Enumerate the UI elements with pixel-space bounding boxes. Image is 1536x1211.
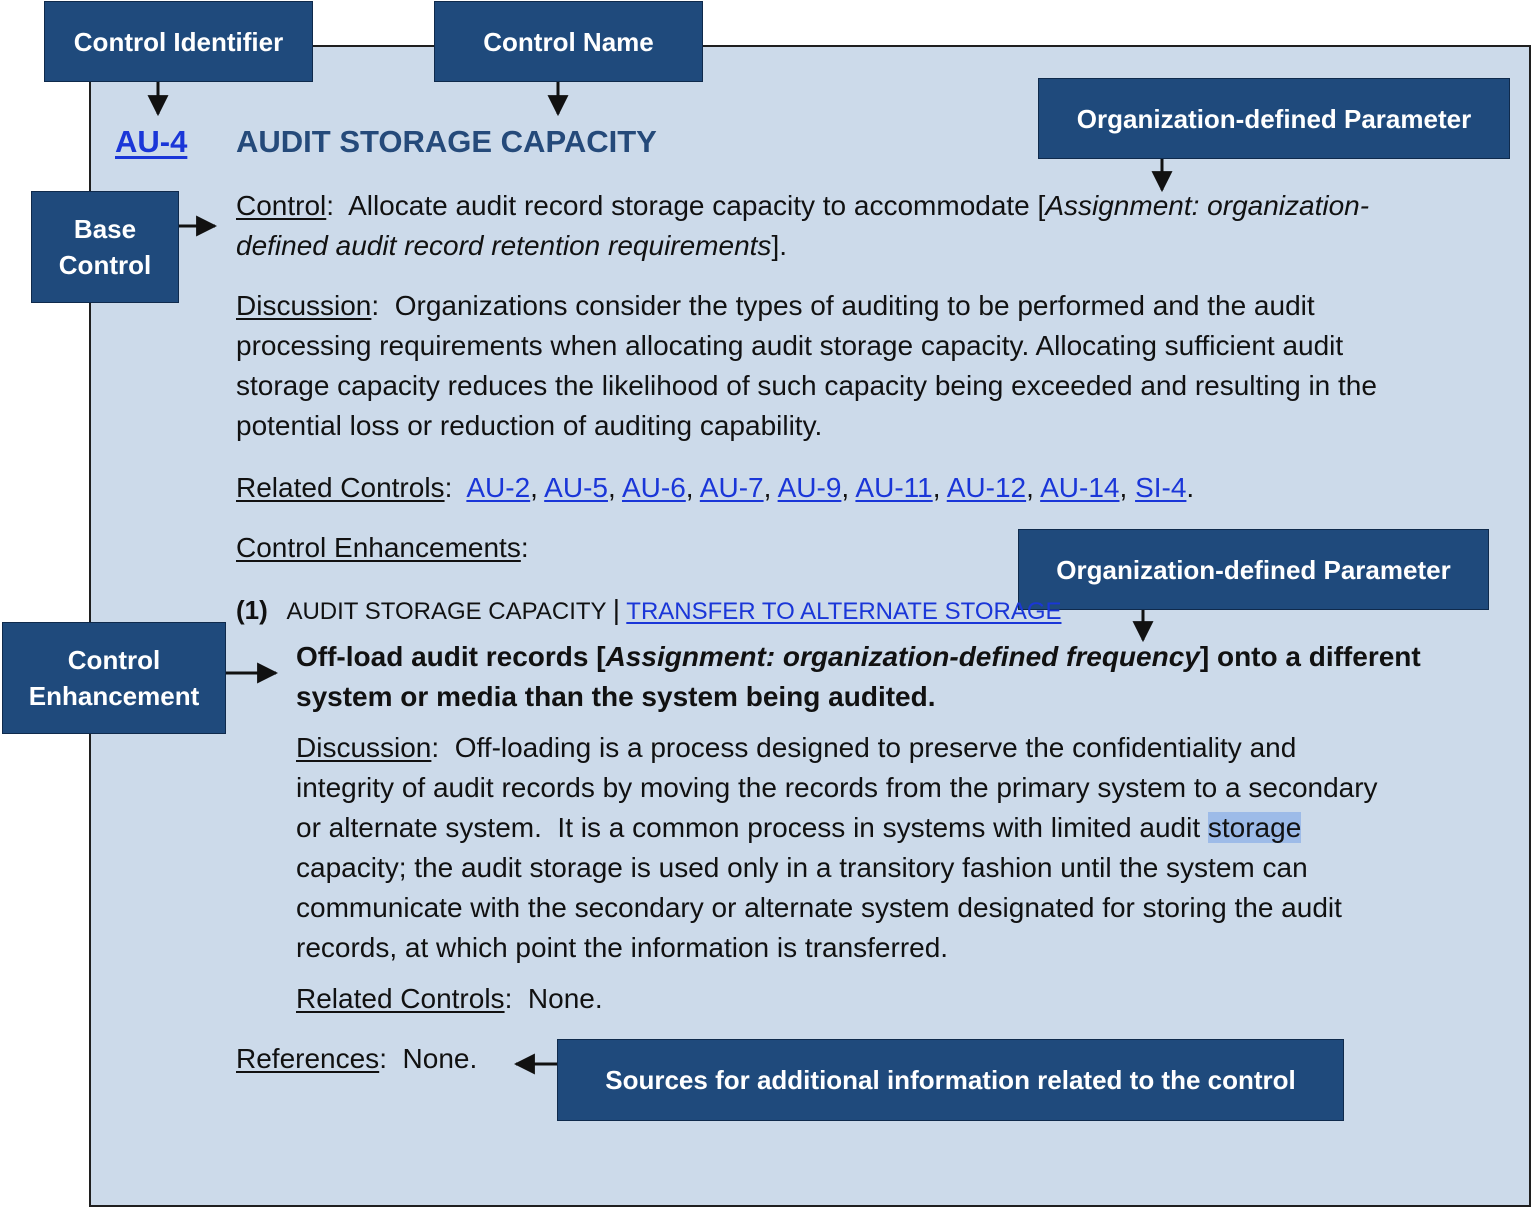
callout-base-control-text-1: Base	[73, 214, 137, 244]
references-label: References	[236, 1043, 380, 1074]
enhancement-number: (1)	[236, 595, 268, 625]
related-control-link-au-11[interactable]: AU-11	[855, 472, 933, 503]
control-enhancements-colon: :	[520, 532, 529, 563]
enhancement-assignment: Assignment: organization-defined frequency	[605, 641, 1200, 672]
related-control-separator: ,	[607, 472, 622, 503]
enhancement-statement-prefix: Off-load audit records [	[296, 641, 606, 672]
enhancement-title-row	[236, 590, 1062, 632]
callout-sources-text: Sources for additional information related to the control	[605, 1065, 1296, 1095]
control-statement-label: Control	[236, 190, 327, 221]
enhancement-discussion-line-5: communicate with the secondary or alternate system designated for storing the audit	[296, 892, 1342, 923]
callout-sources	[557, 1039, 1344, 1121]
enhancement-discussion-line-4: capacity; the audit storage is used only in a transitory fashion until the system can	[296, 852, 1308, 883]
callout-control-identifier	[44, 1, 313, 82]
related-control-link-au-2[interactable]: AU-2	[466, 472, 531, 503]
references-value: None.	[402, 1043, 478, 1074]
control-statement-line-1: Control: Allocate audit record storage capacity to accommodate [Assignment: organization-	[236, 190, 1370, 221]
enhancement-title: AUDIT STORAGE CAPACITY	[286, 598, 607, 625]
callout-org-param-2	[1018, 529, 1489, 610]
enhancement-discussion-line-2: integrity of audit records by moving the records from the primary system to a secondary	[296, 772, 1378, 803]
enhancement-statement-line-1	[296, 637, 1421, 677]
callout-org-param-1-text: Organization-defined Parameter	[1076, 103, 1472, 134]
callout-control-identifier-text: Control Identifier	[73, 26, 284, 57]
discussion-line-4: potential loss or reduction of auditing capability.	[236, 410, 823, 441]
discussion-line-3: storage capacity reduces the likelihood of such capacity being exceeded and resulting in the	[236, 370, 1377, 401]
control-statement-suffix: ].	[771, 230, 787, 261]
discussion-line-1: Discussion: Organizations consider the types of auditing to be performed and the audit	[236, 290, 1315, 321]
control-assignment-part-1: Assignment: organization-	[1045, 190, 1370, 221]
control-enhancements-label: Control Enhancements	[236, 532, 521, 563]
enhancement-subtitle-link[interactable]: TRANSFER TO ALTERNATE STORAGE	[626, 598, 1062, 625]
enhancement-discussion-line-6: records, at which point the information is transferred.	[296, 932, 949, 963]
related-control-link-si-4[interactable]: SI-4	[1135, 472, 1187, 503]
highlighted-word: storage	[1207, 812, 1302, 843]
enhancement-statement-line-2: system or media than the system being audited.	[296, 681, 936, 712]
control-statement-line-2	[236, 226, 787, 266]
enhancement-discussion-label: Discussion	[296, 732, 432, 763]
enhancement-discussion-text-3: or alternate system. It is a common process in systems with limited audit	[296, 812, 1208, 843]
callout-base-control	[31, 191, 179, 303]
callout-control-enhancement	[2, 622, 226, 734]
related-control-separator: ,	[530, 472, 545, 503]
enhancement-separator: |	[612, 594, 621, 625]
references: References: None.	[236, 1043, 478, 1074]
enhancement-statement-suffix: ] onto a different	[1199, 641, 1421, 672]
discussion-line-2: processing requirements when allocating audit storage capacity. Allocating sufficient audit	[236, 330, 1344, 361]
related-controls-links	[466, 472, 1194, 503]
related-control-link-au-5[interactable]: AU-5	[544, 472, 608, 503]
related-control-separator: .	[1186, 472, 1195, 503]
related-control-link-au-7[interactable]: AU-7	[699, 472, 764, 503]
control-name: AUDIT STORAGE CAPACITY	[236, 124, 657, 159]
related-control-separator: ,	[1119, 472, 1136, 503]
related-controls: Related Controls: AU-2, AU-5, AU-6, AU-7, AU-9, AU-11, AU-12, AU-14, SI-4.	[236, 472, 1195, 503]
related-control-link-au-14[interactable]: AU-14	[1040, 472, 1120, 503]
related-control-separator: ,	[685, 472, 700, 503]
related-control-link-au-6[interactable]: AU-6	[621, 472, 686, 503]
callout-control-name-text: Control Name	[483, 26, 654, 57]
enhancement-related-label: Related Controls	[296, 983, 505, 1014]
related-control-separator: ,	[841, 472, 856, 503]
callout-control-enhancement-text-1: Control	[67, 645, 161, 675]
control-statement-prefix: Allocate audit record storage capacity to accommodate [	[348, 190, 1046, 221]
enhancement-related-value: None.	[527, 983, 603, 1014]
callout-control-enhancement-text-2: Enhancement	[28, 681, 200, 711]
enhancement-discussion-line-1: Discussion: Off-loading is a process designed to preserve the confidentiality and	[296, 732, 1297, 763]
callout-org-param-1	[1038, 78, 1510, 159]
enhancement-discussion-line-3	[296, 808, 1301, 848]
related-control-separator: ,	[932, 472, 947, 503]
enhancement-related-controls: Related Controls: None.	[296, 983, 603, 1014]
discussion-text-1: Organizations consider the types of auditing to be performed and the audit	[394, 290, 1315, 321]
related-control-separator: ,	[763, 472, 778, 503]
related-controls-label: Related Controls	[236, 472, 445, 503]
related-control-link-au-9[interactable]: AU-9	[777, 472, 842, 503]
discussion-label: Discussion	[236, 290, 372, 321]
related-control-link-au-12[interactable]: AU-12	[946, 472, 1027, 503]
callout-org-param-2-text: Organization-defined Parameter	[1056, 554, 1451, 585]
control-identifier-link[interactable]: AU-4	[115, 124, 188, 159]
callout-control-name	[434, 1, 703, 82]
callout-base-control-text-2: Control	[58, 250, 152, 280]
control-assignment-part-2: defined audit record retention requirements	[236, 230, 772, 261]
enhancement-discussion-text-1: Off-loading is a process designed to preserve the confidentiality and	[454, 732, 1297, 763]
related-control-separator: ,	[1026, 472, 1041, 503]
